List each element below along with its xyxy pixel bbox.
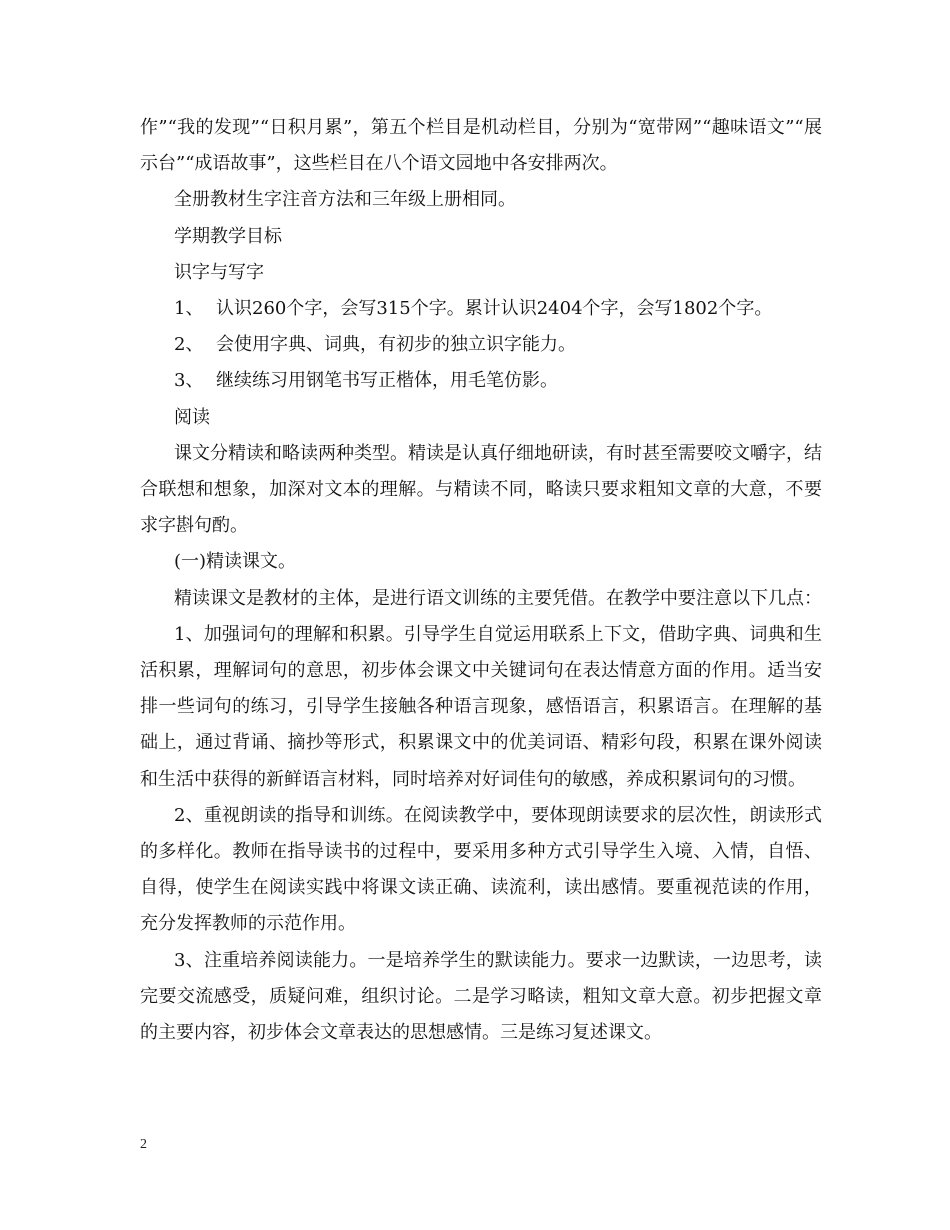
- paragraph-point-3: 3、注重培养阅读能力。一是培养学生的默读能力。要求一边默读，一边思考，读完要交流感受，质疑问难，组织讨论。二是学习略读，粗知文章大意。初步把握文章的主要内容，初步体会文章表达的思想感情。三是练习复述课文。: [140, 949, 822, 1044]
- list-item-2: [140, 327, 822, 363]
- paragraph-point-2: 2、重视朗读的指导和训练。在阅读教学中，要体现朗读要求的层次性，朗读形式的多样化。教师在指导读书的过程中，要采用多种方式引导学生入境、入情，自悟、自得，使学生在阅读实践中将课文读正确、读流利，读出感情。要重视范读的作用，充分发挥教师的示范作用。: [140, 804, 822, 935]
- heading-semester-goals: 学期教学目标: [174, 225, 282, 247]
- list-text: 认识260个字，会写315个字。累计认识2404个字，会写1802个字。: [216, 298, 773, 320]
- paragraph-continuation: 作”“我的发现”“日积月累”，第五个栏目是机动栏目，分别为“宽带网”“趣味语文”“展示台”“成语故事”，这些栏目在八个语文园地中各安排两次。: [140, 117, 822, 175]
- document-body: [140, 110, 822, 1051]
- heading-literacy-writing: 识字与写字: [174, 261, 264, 283]
- heading-intensive-reading: (一)精读课文。: [174, 551, 297, 573]
- paragraph-intensive-intro: 精读课文是教材的主体，是进行语文训练的主要凭借。在教学中要注意以下几点：: [174, 587, 822, 609]
- list-item-1: [140, 291, 822, 327]
- paragraph-reading-types: 课文分精读和略读两种类型。精读是认真仔细地研读，有时甚至需要咬文嚼字，结合联想和想象，加深对文本的理解。与精读不同，略读只要求粗知文章的大意，不要求字斟句酌。: [140, 442, 822, 537]
- list-text: 继续练习用钢笔书写正楷体，用毛笔仿影。: [216, 370, 558, 392]
- list-number: 2、: [174, 334, 204, 356]
- paragraph-pinyin-note: 全册教材生字注音方法和三年级上册相同。: [174, 189, 516, 211]
- heading-reading: 阅读: [174, 406, 210, 428]
- list-number: 1、: [174, 298, 204, 320]
- paragraph-point-1: 1、加强词句的理解和积累。引导学生自觉运用联系上下文，借助字典、词典和生活积累，理解词句的意思，初步体会课文中关键词句在表达情意方面的作用。适当安排一些词句的练习，引导学生接触各种语言现象，感悟语言，积累语言。在理解的基础上，通过背诵、摘抄等形式，积累课文中的优美词语、精彩句段，积累在课外阅读和生活中获得的新鲜语言材料，同时培养对好词佳句的敏感，养成积累词句的习惯。: [140, 623, 822, 790]
- list-number: 3、: [174, 370, 204, 392]
- list-text: 会使用字典、词典，有初步的独立识字能力。: [216, 334, 576, 356]
- list-item-3: [140, 363, 822, 399]
- page-number: 2: [140, 1137, 147, 1152]
